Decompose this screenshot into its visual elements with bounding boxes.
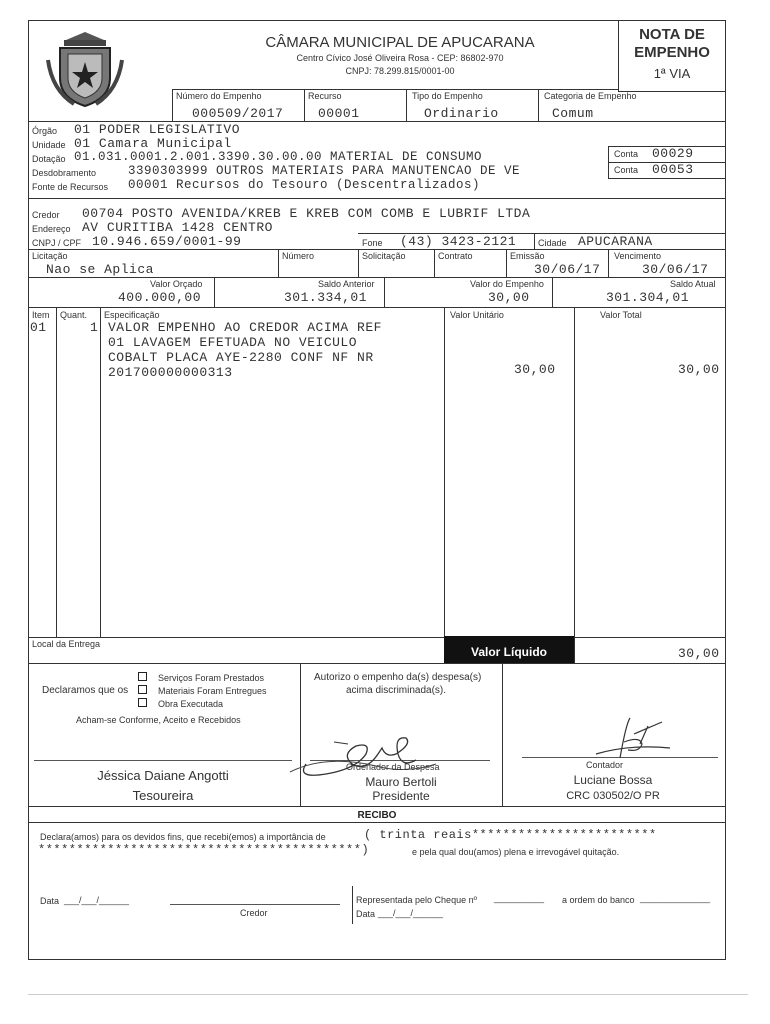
cnpj-value: 10.946.659/0001-99 (92, 234, 242, 249)
coat-of-arms-logo (44, 30, 126, 108)
org-cnpj: CNPJ: 78.299.815/0001-00 (345, 66, 455, 76)
org-address: Centro Cívico José Oliveira Rosa - CEP: 86802-970 (296, 53, 504, 63)
recurso-label: Recurso (308, 91, 342, 101)
vencimento-value: 30/06/17 (642, 262, 709, 277)
conta2-value: 00053 (652, 162, 694, 177)
contador-crc: CRC 030502/O PR (566, 790, 660, 802)
quant-col-header: Quant. (60, 310, 88, 320)
cnpj-label: CNPJ / CPF (32, 238, 82, 248)
numero-empenho-label: Número do Empenho (176, 91, 262, 101)
contrato-label: Contrato (438, 251, 473, 261)
obra-checkbox[interactable] (138, 698, 147, 707)
item-quantity: 1 (90, 320, 99, 335)
item-desc-line3: COBALT PLACA AYE-2280 CONF NF NR (108, 350, 374, 365)
endereco-label: Endereço (32, 224, 71, 234)
total-col-header: Valor Total (600, 310, 642, 320)
servicos-label: Serviços Foram Prestados (158, 673, 265, 683)
unit-col-header: Valor Unitário (450, 310, 504, 320)
emissao-value: 30/06/17 (534, 262, 601, 277)
banco-label: a ordem do banco (562, 895, 635, 905)
doc-title-line1: NOTA DE (639, 26, 705, 43)
recibo-data2-blank[interactable]: ___/___/______ (378, 908, 444, 918)
recibo-stars: ******************************************) (38, 843, 370, 857)
orcado-label: Valor Orçado (150, 279, 203, 289)
categoria-value: Comum (552, 106, 594, 121)
ordenador-label: Ordenador da Despesa (346, 762, 440, 772)
valor-liquido-label: Valor Líquido (444, 636, 574, 664)
espec-col-header: Especificação (104, 310, 160, 320)
cidade-label: Cidade (538, 238, 567, 248)
local-entrega-label: Local da Entrega (32, 639, 101, 649)
licitacao-label: Licitação (32, 251, 68, 261)
declaramos-text: Declaramos que os (42, 685, 129, 696)
fone-value: (43) 3423-2121 (400, 234, 517, 249)
recibo-data-blank[interactable]: ___/___/______ (64, 895, 130, 905)
cheque-label: Representada pelo Cheque nº (356, 895, 477, 905)
contador-name: Luciane Bossa (573, 773, 653, 787)
categoria-label: Categoria de Empenho (544, 91, 637, 101)
tipo-label: Tipo do Empenho (412, 91, 483, 101)
tipo-value: Ordinario (424, 106, 499, 121)
autorizo-text-2: acima discriminada(s). (346, 685, 447, 696)
item-desc-line1: VALOR EMPENHO AO CREDOR ACIMA REF (108, 320, 382, 335)
valor-empenho-label: Valor do Empenho (470, 279, 544, 289)
contador-signature (590, 714, 680, 764)
saldo-atual-label: Saldo Atual (670, 279, 716, 289)
dotacao-label: Dotação (32, 154, 66, 164)
cidade-value: APUCARANA (578, 234, 653, 249)
numero-label: Número (282, 251, 315, 261)
credor-value: 00704 POSTO AVENIDA/KREB E KREB COM COMB E LUBRIF LTDA (82, 206, 531, 221)
conta2-label: Conta (614, 165, 639, 175)
recibo-data-label: Data (40, 896, 60, 906)
treasurer-name: Jéssica Daiane Angotti (97, 768, 229, 783)
recibo-text-1: Declara(amos) para os devidos fins, que recebi(emos) a importância de (40, 832, 326, 842)
endereco-value: AV CURITIBA 1428 CENTRO (82, 220, 273, 235)
org-name: CÂMARA MUNICIPAL DE APUCARANA (265, 34, 535, 51)
president-name: Mauro Bertoli (365, 775, 437, 789)
obra-label: Obra Executada (158, 699, 224, 709)
unidade-label: Unidade (32, 140, 66, 150)
licitacao-value: Nao se Aplica (46, 262, 154, 277)
numero-empenho-value: 000509/2017 (192, 106, 284, 121)
unidade-value: 01 Camara Municipal (74, 136, 232, 151)
orgao-value: 01 PODER LEGISLATIVO (74, 122, 241, 137)
saldo-anterior-label: Saldo Anterior (318, 279, 375, 289)
contador-label: Contador (586, 760, 624, 770)
credor-label: Credor (32, 210, 60, 220)
item-total-value: 30,00 (678, 362, 720, 377)
recurso-value: 00001 (318, 106, 360, 121)
recibo-credor-label: Credor (240, 908, 268, 918)
cheque-blank[interactable]: __________ (494, 893, 545, 903)
autorizo-text: Autorizo o empenho da(s) despesa(s) (314, 672, 482, 683)
recibo-data2-label: Data (356, 909, 376, 919)
materiais-checkbox[interactable] (138, 685, 147, 694)
orgao-label: Órgão (32, 126, 58, 136)
desdobramento-value: 3390303999 OUTROS MATERIAIS PARA MANUTENCAO DE VE (128, 164, 521, 178)
fone-label: Fone (362, 238, 383, 248)
banco-blank[interactable]: ______________ (640, 893, 711, 903)
treasurer-role: Tesoureira (132, 788, 194, 803)
vencimento-label: Vencimento (614, 251, 662, 261)
item-number: 01 (30, 320, 47, 335)
saldo-atual-value: 301.304,01 (606, 290, 690, 305)
recibo-amount-words: ( trinta reais************************ (364, 828, 657, 842)
bottom-edge-line (28, 994, 748, 995)
fonte-value: 00001 Recursos do Tesouro (Descentralizados) (128, 178, 481, 192)
emissao-label: Emissão (510, 251, 545, 261)
doc-title-line2: EMPENHO (634, 44, 710, 61)
conta-label: Conta (614, 149, 639, 159)
doc-via: 1ª VIA (653, 66, 691, 81)
conta-value: 00029 (652, 146, 694, 161)
item-unit-value: 30,00 (514, 362, 556, 377)
materiais-label: Materiais Foram Entregues (158, 686, 267, 696)
recibo-text-2: e pela qual dou(amos) plena e irrevogável quitação. (412, 847, 620, 857)
saldo-anterior-value: 301.334,01 (284, 290, 368, 305)
valor-empenho-value: 30,00 (488, 290, 530, 305)
recibo-title: RECIBO (357, 810, 397, 821)
orcado-value: 400.000,00 (118, 290, 202, 305)
item-desc-line2: 01 LAVAGEM EFETUADA NO VEICULO (108, 335, 358, 350)
fonte-label: Fonte de Recursos (32, 182, 109, 192)
item-col-header: Item (32, 310, 50, 320)
dotacao-value: 01.031.0001.2.001.3390.30.00.00 MATERIAL DE CONSUMO (74, 150, 483, 164)
desdobramento-label: Desdobramento (32, 168, 97, 178)
servicos-checkbox[interactable] (138, 672, 147, 681)
president-role: Presidente (372, 789, 430, 803)
conforme-text: Acham-se Conforme, Aceito e Recebidos (76, 715, 241, 725)
item-desc-line4: 201700000000313 (108, 365, 233, 380)
valor-liquido-value: 30,00 (678, 646, 720, 661)
solicitacao-label: Solicitação (362, 251, 406, 261)
